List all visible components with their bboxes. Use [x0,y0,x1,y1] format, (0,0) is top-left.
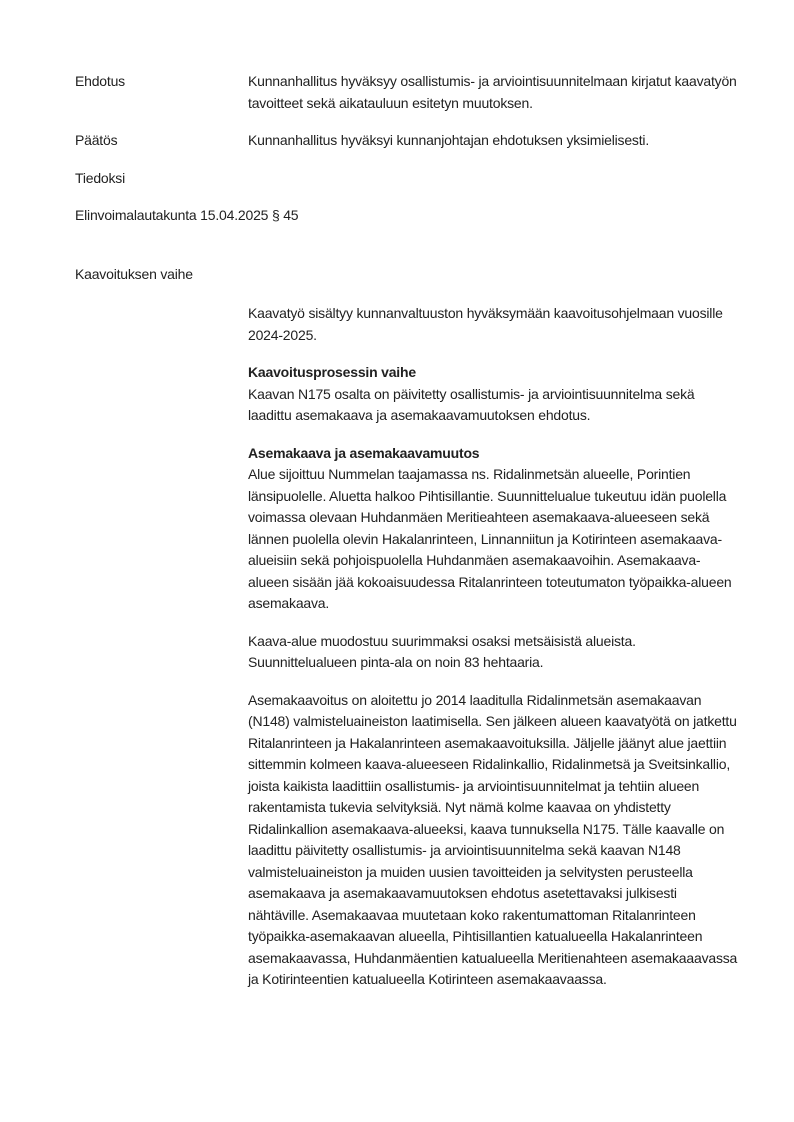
decision-row-ehdotus [75,71,738,114]
committee-reference-line: Elinvoimalautakunta 15.04.2025 § 45 [75,207,299,223]
subsection-heading: Asemakaava ja asemakaavamuutos [248,444,480,461]
decision-row-paatos [75,130,738,152]
decision-row-tiedoksi [75,168,738,190]
field-label-ehdotus: Ehdotus [75,73,125,89]
subsection-kaavoitusprosessin-vaihe [248,362,738,427]
subsection-asemakaava-ja-asemakaavamuutos [248,443,738,991]
paragraph: Kunnanhallitus hyväksyy osallistumis- ja arviointisuunnitelmaan kirjatut kaavatyön tavoitteet sekä aikatauluun esitetyn muutoksen. [248,73,737,111]
paragraph: Kaava-alue muodostuu suurimmaksi osaksi metsäisistä alueista. Suunnittelualueen pinta-ala on noin 83 hehtaaria. [248,632,636,670]
paragraph: Asemakaavoitus on aloitettu jo 2014 laaditulla Ridalinmetsän asemakaavan (N148) valmisteluaineiston laatimisella. Sen jälkeen alueen kaavatyötä on jatkettu Ritalanrinteen ja Hakalanrinteen asemakaavoituksilla. Jäljelle jäänyt alue jaettiin sittemmin kolmeen kaava-alueeseen Ridalinkallio, Ridalinmetsä ja Sveitsinkallio, joista kaikista laadittiin osallistumis- ja arviointisuunnitelmat ja tehtiin alueen rakentamista tukevia selvityksiä. Nyt nämä kolme kaavaa on yhdistetty Ridalinkallion asemakaava-alueeksi, kaava tunnuksella N175. Tälle kaavalle on laadittu päivitetty osallistumis- ja arviointisuunnitelma sekä kaavan N148 valmisteluaineiston ja muiden uusien tavoitteiden ja selvitysten perusteella asemakaava ja asemakaavamuutoksen ehdotus asetettavaksi julkisesti nähtäville. Asemakaavaa muutetaan koko rakentumattoman Ritalanrinteen työpaikka-asemakaavan alueella, Pihtisillantien katualueella Hakalanrinteen asemakaavassa, Huhdanmäentien katualueella Meritienahteen asemakaaavassa ja Kotirinteentien katualueella Kotirinteen asemakaavaassa. [248,691,738,987]
subsection-heading: Kaavoitusprosessin vaihe [248,364,416,380]
paragraph: Kaavan N175 osalta on päivitetty osallistumis- ja arviointisuunnitelma sekä laadittu asemakaava ja asemakaavamuutoksen ehdotus. [248,385,695,423]
paragraph: Kunnanhallitus hyväksyi kunnanjohtajan ehdotuksen yksimielisesti. [248,132,650,148]
field-body [248,71,738,114]
intro-paragraph: Kaavatyö sisältyy kunnanvaltuuston hyväksymään kaavoitusohjelmaan vuosille 2024-2025. [248,305,723,343]
paragraph: Alue sijoittuu Nummelan taajamassa ns. Ridalinmetsän alueelle, Porintien länsipuolelle. Aluetta halkoo Pihtisillantie. Suunnittelualue tukeutuu idän puolella voimassa olevaan Huhdanmäen Meritieahteen asemakaava-alueeseen sekä lännen puolella olevin Hakalanrinteen, Linnanniitun ja Kotirinteen asemakaava-alueisiin sekä pohjoispuolella Huhdanmäen asemakaavoihin. Asemakaava-alueen sisään jää kokoaisuudessa Ritalanrinteen toteutumaton työpaikka-alueen asemakaava. [248,466,732,611]
field-body [248,130,738,152]
section-label-kaavoituksen-vaihe: Kaavoituksen vaihe [75,265,193,282]
field-label-tiedoksi: Tiedoksi [75,169,126,186]
content-column [248,303,738,991]
field-label-paatos: Päätös [75,132,118,148]
